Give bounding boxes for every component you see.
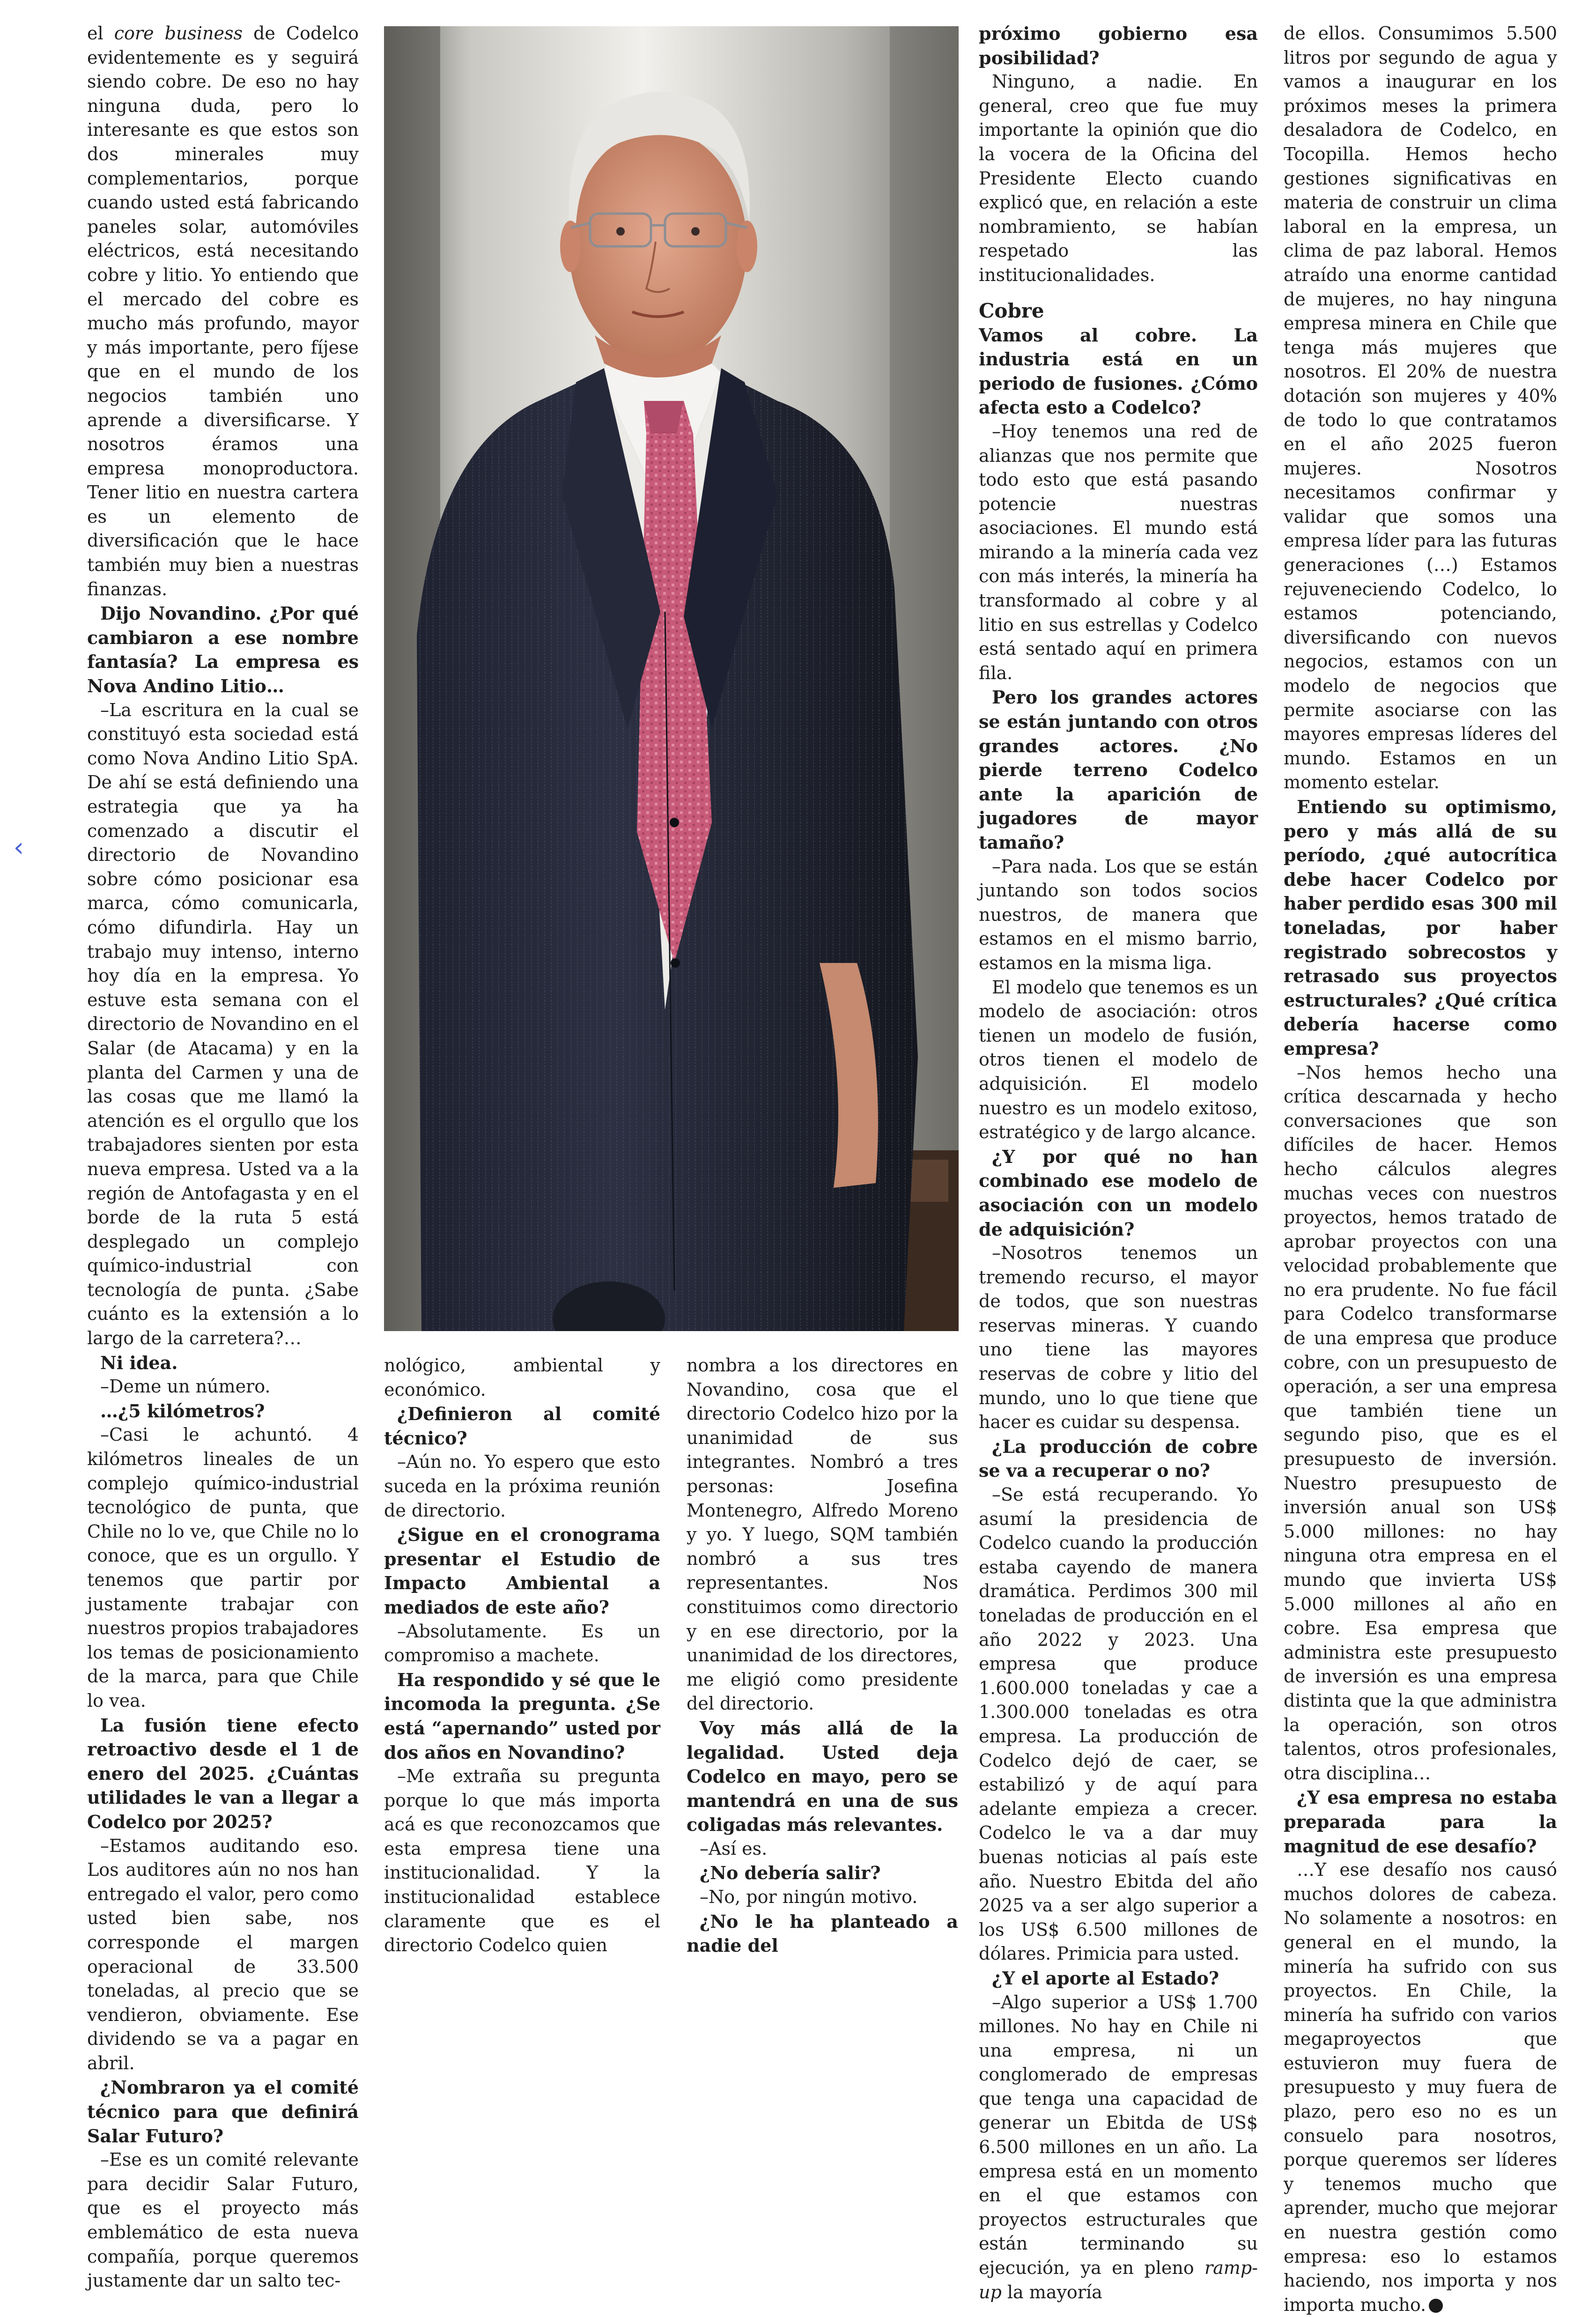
interview-question: ¿La producción de cobre se va a recuperar o no? [979,1436,1258,1481]
article-column-1 [87,22,359,2293]
answer-paragraph: –Deme un número. [100,1376,271,1397]
interview-question: ¿Sigue en el cronograma presentar el Estudio de Impacto Ambiental a mediados de este año? [384,1524,660,1618]
answer-paragraph: …Y ese desafío nos causó muchos dolores de cabeza. No solamente a nosotros: en general en el mundo, la minería ha sufrido con sus proyectos. En Chile, la minería ha sufrido con varios megaproyectos que estuvieron muy fuera de presupuesto y muy fuera de plazo, pero eso no es un consuelo para nosotros, porque queremos ser líderes y tenemos mucho que aprender, mucho que mejorar en nuestra gestión como empresa: eso lo estamos haciendo, nos importa y nos importa mucho. [1284,1859,1557,2315]
interview-question: …¿5 kilómetros? [100,1400,265,1421]
answer-paragraph: –Algo superior a US$ 1.700 millones. No hay en Chile ni una empresa, ni un conglomerado de empresas que tenga una capacidad de generar un Ebitda de US$ 6.500 millones en un año. La empresa está en un momento en el que estamos con proyectos estructurales que están terminando su ejecución, ya en pleno ramp-up la mayoría [979,1991,1258,2302]
answer-paragraph: –Así es. [700,1838,768,1859]
interview-question: Pero los grandes actores se están juntando con otros grandes actores. ¿No pierde terreno Codelco ante la aparición de jugadores de mayor tamaño? [979,687,1258,853]
interview-question: Ha respondido y sé que le incomoda la pregunta. ¿Se está “apernando” usted por dos años en Novandino? [384,1669,660,1763]
answer-paragraph: –La escritura en la cual se constituyó esta sociedad está como Nova Andino Litio SpA. De ahí se está definiendo una estrategia que ya ha comenzado a discutir el directorio de Novandino sobre cómo posicionar esa marca, cómo comunicarla, cómo difundirla. Hay un trabajo muy intenso, interno hoy día en la empresa. Yo estuve esta semana con el directorio de Novandino en el Salar (de Atacama) y en la planta del Carmen y una de las cosas que me llamó la atención es el orgullo que los trabajadores sienten por esta nueva empresa. Usted va a la región de Antofagasta y en el borde de la ruta 5 está desplegado un complejo químico-industrial con tecnología de punta. ¿Sabe cuánto es la extensión a lo largo de la carretera?… [87,699,359,1349]
answer-paragraph: –Nos hemos hecho una crítica descarnada y hecho conversaciones que son difíciles de hacer. Hemos hecho cálculos alegres muchas veces con nuestros proyectos, hemos tratado de aprobar proyectos con una velocidad probablemente que no era prudente. No fue fácil para Codelco transformarse de una empresa que produce cobre, con un presupuesto de operación, a ser una empresa que también tiene un segundo piso, que es el presupuesto de inversión. Nuestro presupuesto de inversión anual son US$ 5.000 millones: no hay ninguna otra empresa en el mundo que invierta US$ 5.000 millones al año en cobre. Esa empresa que administra este presupuesto de inversión es una empresa distinta que la que administra la operación, son otros talentos, otros profesionales, otra disciplina… [1284,1062,1557,1784]
interview-question: ¿No le ha planteado a nadie del [687,1910,958,1956]
answer-paragraph: –Me extraña su pregunta porque lo que más importa acá es que reconozcamos que esta empresa tiene una institucionalidad. Y la institucionalidad establece claramente que es el directorio Codelco quien [384,1766,660,1956]
portrait-photo [384,26,959,1331]
answer-paragraph: de ellos. Consumimos 5.500 litros por segundo de agua y vamos a inaugurar en los próximos meses la primera desaladora de Codelco, en Tocopilla. Hemos hecho gestiones significativas en materia de construir un clima laboral en la empresa, un clima de paz laboral. Hemos atraído una enorme cantidad de mujeres, no hay ninguna empresa minera en Chile que tenga más mujeres que nosotros. El 20% de nuestra dotación son mujeres y 40% de todo lo que contratamos en el año 2025 fueron mujeres. Nosotros necesitamos confirmar y validar que somos una empresa líder para las futuras generaciones (…) Estamos rejuveneciendo Codelco, lo estamos potenciando, diversificando con nuevos negocios, estamos con un modelo de negocios que permite asociarse con las mayores empresas líderes del mundo. Estamos en un momento estelar. [1284,23,1557,793]
interview-question: Entiendo su optimismo, pero y más allá de su período, ¿qué autocrítica debe hacer Codelco por haber perdido esas 300 mil toneladas, por haber registrado sobrecostos y retrasado sus proyectos estructurales? ¿Qué crítica debería hacerse como empresa? [1284,796,1557,1059]
article-column-3 [687,1354,958,1958]
answer-paragraph: –Nosotros tenemos un tremendo recurso, el mayor de todos, que son nuestras reservas mineras. Y cuando uno tiene las mayores reservas de cobre y litio del mundo, uno lo que tiene que hacer es cuidar su despensa. [979,1243,1258,1433]
answer-paragraph: –Hoy tenemos una red de alianzas que nos permite que todo esto que está pasando potencie nuestras asociaciones. El mundo está mirando a la minería cada vez con más interés, la minería ha transformado al cobre y al litio en sus estrellas y Codelco está sentado aquí en primera fila. [979,421,1258,683]
interview-question: ¿No debería salir? [700,1862,881,1884]
answer-paragraph: Ninguno, a nadie. En general, creo que fue muy importante la opinión que dio la vocera de la Oficina del Presidente Electo cuando explicó que, en relación a este nombramiento, se habían respetado las institucionalidades. [979,71,1258,285]
article-column-2 [384,1354,660,1958]
answer-paragraph: –Estamos auditando eso. Los auditores aún no nos han entregado el valor, pero como usted bien sabe, nos corresponde el margen operacional de 33.500 toneladas, al precio que se vendieron, obviamente. Ese dividendo se va a pagar en abril. [87,1835,359,2073]
answer-paragraph: –Absolutamente. Es un compromiso a machete. [384,1621,660,1666]
answer-paragraph: el core business de Codelco evidentemente es y seguirá siendo cobre. De eso no hay ninguna duda, pero lo interesante es que estos son dos minerales muy complementarios, porque cuando usted está fabricando paneles solar, automóviles eléctricos, está necesitando cobre y litio. Yo entiendo que el mercado del cobre es mucho más profundo, mayor y más importante, pero fíjese que en el mundo de los negocios también uno aprende a diversificarse. Y nosotros éramos una empresa monoproductora. Tener litio en nuestra cartera es un elemento de diversificación que le hace también muy bien a nuestras finanzas. [87,23,359,600]
interview-question: ¿Y el aporte al Estado? [992,1967,1219,1989]
article-column-5 [1284,22,1557,2317]
interview-question: Voy más allá de la legalidad. Usted deja Codelco en mayo, pero se mantendrá en una de sus coligadas más relevantes. [687,1717,958,1836]
answer-paragraph: –Para nada. Los que se están juntando son todos socios nuestros, de manera que estamos en el mismo barrio, estamos en la misma liga. [979,856,1258,973]
interview-question: ¿Definieron al comité técnico? [384,1403,660,1449]
answer-paragraph: –Se está recuperando. Yo asumí la presidencia de Codelco cuando la producción estaba cayendo de manera dramática. Perdimos 300 mil toneladas de producción en el año 2022 y 2023. Una empresa que produce 1.600.000 toneladas y cae a 1.300.000 toneladas es otra empresa. La producción de Codelco dejó de caer, se estabilizó y de aquí para adelante empieza a crecer. Codelco le va a dar muy buenas noticias al país este año. Nuestro Ebitda del año 2025 va a ser algo superior a los US$ 6.500 millones de dólares. Primicia para usted. [979,1484,1258,1964]
interview-question: La fusión tiene efecto retroactivo desde el 1 de enero del 2025. ¿Cuántas utilidades le van a llegar a Codelco por 2025? [87,1714,359,1832]
end-mark-icon [1429,2299,1443,2313]
answer-paragraph: nombra a los directores en Novandino, cosa que el directorio Codelco hizo por la unanimidad de sus integrantes. Nombró a tres personas: Josefina Montenegro, Alfredo Moreno y yo. Y luego, SQM también nombró a sus tres representantes. Nos constituimos como directorio y en ese directorio, por la unanimidad de los directores, me eligió como presidente del directorio. [687,1355,958,1714]
interview-question: Ni idea. [100,1352,178,1373]
interview-question: Dijo Novandino. ¿Por qué cambiaron a ese nombre fantasía? La empresa es Nova Andino Litio… [87,603,359,697]
answer-paragraph: –Ese es un comité relevante para decidir Salar Futuro, que es el proyecto más emblemático de esta nueva compañía, porque queremos justamente dar un salto tec- [87,2149,359,2291]
article-column-4 [979,22,1258,2304]
interview-question: ¿Nombraron ya el comité técnico para que definirá Salar Futuro? [87,2077,359,2147]
answer-paragraph: nológico, ambiental y económico. [384,1355,660,1400]
interview-question: ¿Y por qué no han combinado ese modelo de asociación con un modelo de adquisición? [979,1146,1258,1240]
answer-paragraph: –No, por ningún motivo. [700,1887,918,1908]
answer-paragraph: –Casi le achuntó. 4 kilómetros lineales de un complejo químico-industrial tecnológico de punta, que Chile no lo ve, que Chile no lo conoce, que es un orgullo. Y tenemos que partir por justamente trabajar con nuestros propios trabajadores los temas de posicionamiento de la marca, para que Chile lo vea. [87,1424,359,1711]
interview-question: Vamos al cobre. La industria está en un periodo de fusiones. ¿Cómo afecta esto a Codelco? [979,324,1258,418]
section-heading: Cobre [979,299,1044,322]
back-arrow-icon[interactable]: ‹ [13,832,24,863]
interview-question: próximo gobierno esa posibilidad? [979,23,1258,68]
answer-paragraph: El modelo que tenemos es un modelo de asociación: otros tienen un modelo de fusión, otros tienen el modelo de adquisición. El modelo nuestro es un modelo exitoso, estratégico y de largo alcance. [979,977,1258,1143]
answer-paragraph: –Aún no. Yo espero que esto suceda en la próxima reunión de directorio. [384,1451,660,1521]
interview-question: ¿Y esa empresa no estaba preparada para la magnitud de ese desafío? [1284,1787,1557,1857]
